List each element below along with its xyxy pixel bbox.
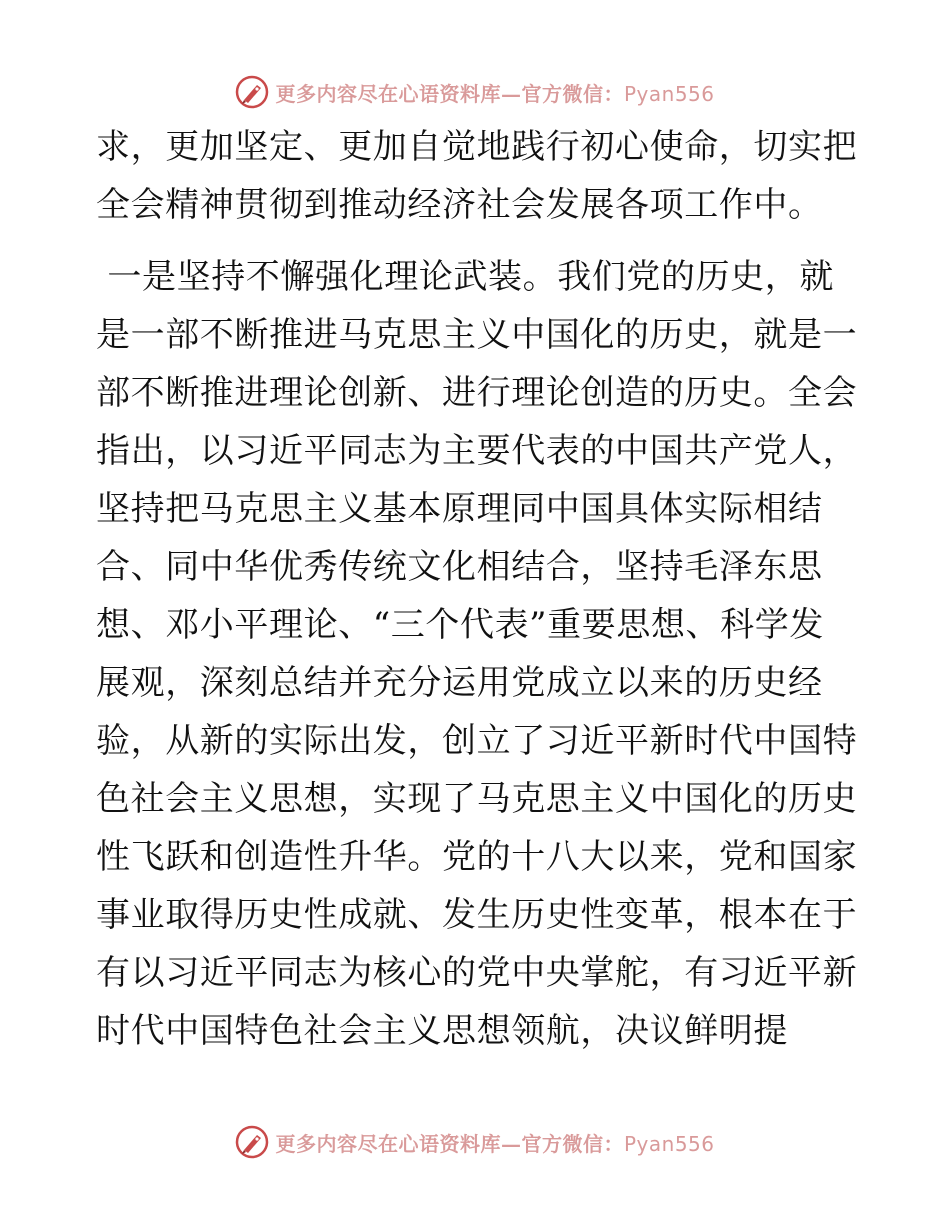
footer-account: Pyan556 (623, 1131, 715, 1156)
text-line: 有以习近平同志为核心的党中央掌舵，有习近平新 (96, 953, 858, 993)
footer-label: 官方微信： (521, 1131, 624, 1156)
document-body (96, 118, 856, 1060)
header-watermark (0, 72, 950, 112)
header-account: Pyan556 (623, 81, 715, 106)
text-line: 坚持把马克思主义基本原理同中国具体实际相结 (96, 489, 823, 529)
paragraph-2 (96, 248, 856, 1060)
text-line: 验，从新的实际出发，创立了习近平新时代中国特 (96, 721, 858, 761)
text-line: 求，更加坚定、更加自觉地践行初心使命，切实把 (96, 127, 858, 167)
header-watermark-text (275, 78, 714, 107)
footer-brand: 更多内容尽在心语资料库 (275, 1131, 501, 1156)
text-line: 事业取得历史性成就、发生历史性变革，根本在于 (96, 895, 858, 935)
footer-watermark-text (275, 1128, 714, 1157)
text-line: 时代中国特色社会主义思想领航，决议鲜明提 (96, 1011, 788, 1051)
text-line: 全会精神贯彻到推动经济社会发展各项工作中。 (96, 185, 823, 225)
header-label: 官方微信： (521, 81, 624, 106)
text-line: 展观，深刻总结并充分运用党成立以来的历史经 (96, 663, 823, 703)
text-line: 合、同中华优秀传统文化相结合，坚持毛泽东思 (96, 547, 823, 587)
text-line: 想、邓小平理论、“三个代表”重要思想、科学发 (96, 605, 824, 645)
header-brand: 更多内容尽在心语资料库 (275, 81, 501, 106)
text-line: 指出，以习近平同志为主要代表的中国共产党人， (96, 431, 858, 471)
pen-nib-logo-icon (235, 75, 269, 109)
paragraph-1 (96, 118, 856, 234)
pen-nib-logo-icon (235, 1125, 269, 1159)
text-line: 部不断推进理论创新、进行理论创造的历史。全会 (96, 373, 858, 413)
text-line: 是一部不断推进马克思主义中国化的历史，就是一 (96, 315, 858, 355)
text-line: 一是坚持不懈强化理论武装。我们党的历史，就 (96, 257, 835, 297)
footer-watermark (0, 1122, 950, 1162)
text-line: 色社会主义思想，实现了马克思主义中国化的历史 (96, 779, 858, 819)
footer-separator: — (500, 1131, 522, 1156)
header-separator: — (500, 81, 522, 106)
text-line: 性飞跃和创造性升华。党的十八大以来，党和国家 (96, 837, 858, 877)
